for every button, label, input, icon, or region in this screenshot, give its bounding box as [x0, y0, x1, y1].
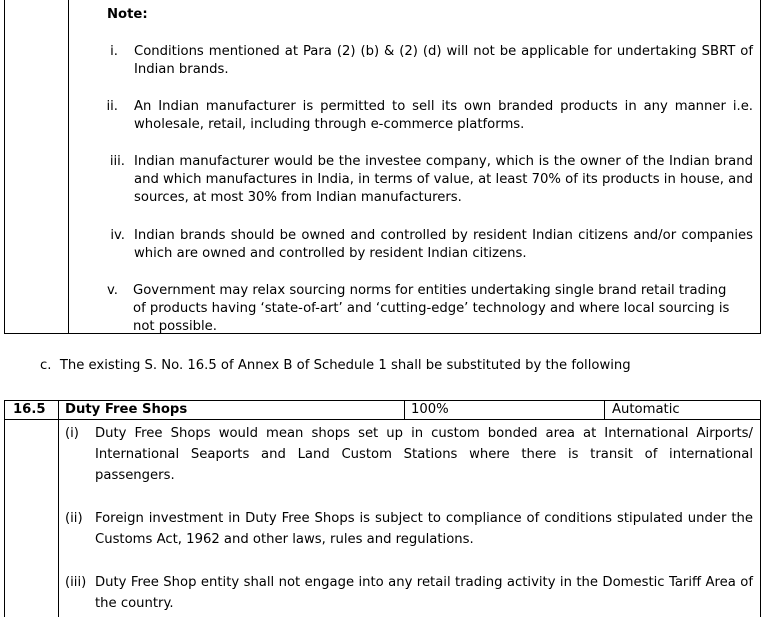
table-item-1: Duty Free Shops would mean shops set up in custom bonded area at International Airports/ International Seaports and Land Custom Stations where there is transit of international passengers.	[95, 426, 753, 483]
table-item-num-2: (ii)	[65, 511, 83, 526]
note-item-2: An Indian manufacturer is permitted to sell its own branded products in any manner i.e. wholesale, retail, including through e-commerce platforms.	[134, 99, 753, 132]
table-sector: Duty Free Shops	[65, 402, 188, 417]
note-item-4: Indian brands should be owned and controlled by resident Indian citizens and/or companies which are owned and controlled by resident Indian citizens.	[134, 228, 753, 261]
table-item-num-1: (i)	[65, 426, 79, 441]
note-item-num-4: iv.	[110, 228, 125, 243]
table-col-divider-2	[404, 400, 405, 419]
note-box-divider	[68, 0, 69, 334]
note-title: Note:	[107, 7, 148, 22]
table-item-3: Duty Free Shop entity shall not engage into any retail trading activity in the Domestic Tariff Area of the country.	[95, 575, 753, 611]
table-cap: 100%	[411, 402, 449, 417]
table-sno: 16.5	[13, 402, 46, 417]
note-item-num-5: v.	[107, 283, 118, 298]
table-item-2: Foreign investment in Duty Free Shops is subject to compliance of conditions stipulated under the Customs Act, 1962 and other laws, rules and regulations.	[95, 511, 753, 547]
note-item-num-2: ii.	[106, 99, 118, 114]
table-header-line	[4, 419, 761, 420]
note-item-num-3: iii.	[109, 154, 125, 169]
paragraph-c: c. The existing S. No. 16.5 of Annex B of Schedule 1 shall be substituted by the following	[40, 358, 631, 373]
note-item-num-1: i.	[110, 44, 118, 59]
table-col-divider-1	[58, 400, 59, 617]
table-col-divider-3	[604, 400, 605, 419]
table-route: Automatic	[612, 402, 680, 417]
note-item-5: Government may relax sourcing norms for entities undertaking single brand retail trading of products having ‘state-of-art’ and ‘cutting-edge’ technology and where local sourcing is not possible.	[133, 283, 730, 334]
note-item-1: Conditions mentioned at Para (2) (b) & (2) (d) will not be applicable for undertaking SBRT of Indian brands.	[134, 44, 753, 77]
note-item-3: Indian manufacturer would be the investee company, which is the owner of the Indian brand and which manufactures in India, in terms of value, at least 70% of its products in house, and sources, at most 30% from Indian manufacturers.	[134, 154, 753, 205]
table-item-num-3: (iii)	[65, 575, 87, 590]
